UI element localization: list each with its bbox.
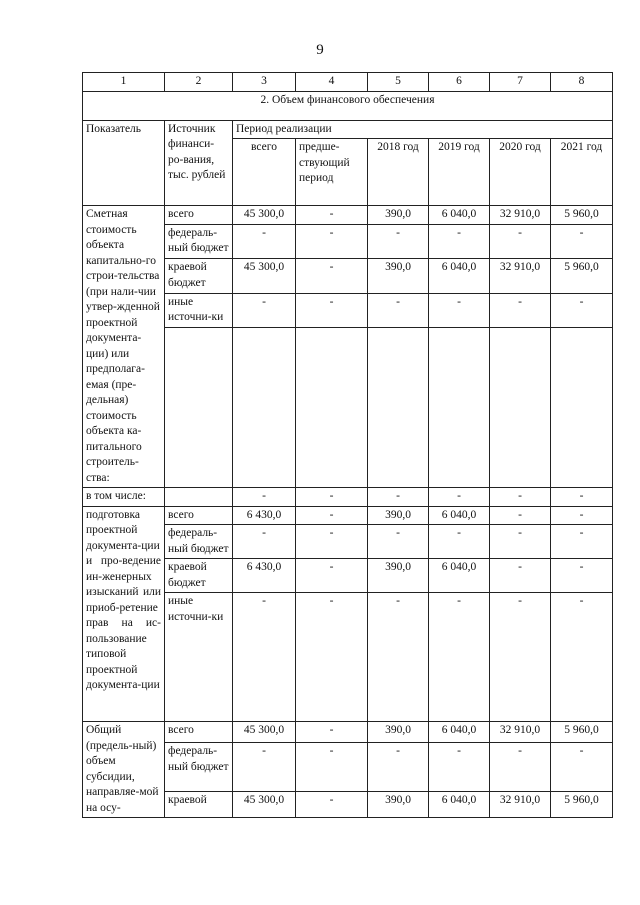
value-cell: 5 960,0: [551, 722, 613, 743]
value-cell: 32 910,0: [490, 259, 551, 293]
value-cell: 32 910,0: [490, 791, 551, 817]
value-cell: -: [551, 224, 613, 258]
empty-cell: [429, 328, 490, 488]
empty-cell: [296, 328, 368, 488]
value-cell: -: [490, 559, 551, 593]
value-cell: -: [490, 224, 551, 258]
value-cell: -: [429, 743, 490, 792]
value-cell: -: [296, 506, 368, 525]
value-cell: 6 040,0: [429, 506, 490, 525]
value-cell: -: [233, 743, 296, 792]
header-year: 2021 год: [551, 139, 613, 206]
source-cell: федераль-ный бюджет: [165, 743, 233, 792]
source-cell: федераль-ный бюджет: [165, 224, 233, 258]
header-year: 2018 год: [368, 139, 429, 206]
table-row: [83, 722, 613, 743]
section-title-row: [83, 91, 613, 120]
value-cell: -: [296, 293, 368, 327]
value-cell: -: [296, 559, 368, 593]
column-number: 2: [165, 73, 233, 92]
header-period: Период реализации: [233, 120, 613, 139]
value-cell: -: [296, 206, 368, 225]
header-year: 2019 год: [429, 139, 490, 206]
value-cell: -: [233, 488, 296, 507]
value-cell: 6 040,0: [429, 559, 490, 593]
source-cell: всего: [165, 506, 233, 525]
value-cell: 45 300,0: [233, 791, 296, 817]
value-cell: 6 430,0: [233, 559, 296, 593]
value-cell: -: [490, 488, 551, 507]
header-indicator: Показатель: [83, 120, 165, 206]
financing-table: [82, 72, 613, 818]
value-cell: -: [233, 293, 296, 327]
page-number: 9: [316, 42, 324, 58]
value-cell: -: [429, 224, 490, 258]
source-cell: [165, 488, 233, 507]
value-cell: -: [551, 506, 613, 525]
value-cell: -: [429, 593, 490, 722]
value-cell: -: [490, 506, 551, 525]
value-cell: -: [429, 293, 490, 327]
value-cell: -: [551, 488, 613, 507]
value-cell: 390,0: [368, 506, 429, 525]
value-cell: 390,0: [368, 559, 429, 593]
empty-cell: [551, 328, 613, 488]
table-row: [83, 488, 613, 507]
empty-cell: [233, 328, 296, 488]
empty-cell: [165, 328, 233, 488]
header-row-1: [83, 120, 613, 139]
source-cell: иные источни-ки: [165, 293, 233, 327]
empty-cell: [368, 328, 429, 488]
indicator-cell: подготовка проектной документа-ции и про-ведение ин-женерных изысканий или приоб-ретение прав на ис-пользование типовой проектной документа-ции: [83, 506, 165, 722]
value-cell: -: [551, 525, 613, 559]
source-cell: всего: [165, 722, 233, 743]
value-cell: -: [551, 559, 613, 593]
value-cell: -: [368, 525, 429, 559]
source-cell: краевой: [165, 791, 233, 817]
column-number: 3: [233, 73, 296, 92]
value-cell: -: [368, 488, 429, 507]
column-number-row: [83, 73, 613, 92]
column-number: 4: [296, 73, 368, 92]
value-cell: -: [551, 743, 613, 792]
value-cell: -: [233, 525, 296, 559]
value-cell: 32 910,0: [490, 206, 551, 225]
value-cell: 390,0: [368, 722, 429, 743]
value-cell: -: [490, 743, 551, 792]
value-cell: -: [368, 293, 429, 327]
section-title: 2. Объем финансового обеспечения: [83, 91, 613, 120]
indicator-cell: Сметная стоимость объекта капитально-го строи-тельства (при нали-чии утвер-жденной проектной документа-ции) или предполага-емая (пре-дельная) стоимость объекта ка-питального строитель-ства:: [83, 206, 165, 488]
header-year: 2020 год: [490, 139, 551, 206]
indicator-cell: Общий (предель-ный) объем субсидии, направляе-мой на осу-: [83, 722, 165, 818]
column-number: 1: [83, 73, 165, 92]
value-cell: -: [429, 525, 490, 559]
value-cell: -: [296, 259, 368, 293]
source-cell: федераль-ный бюджет: [165, 525, 233, 559]
value-cell: 45 300,0: [233, 722, 296, 743]
value-cell: 6 040,0: [429, 722, 490, 743]
table-row: [83, 506, 613, 525]
value-cell: 5 960,0: [551, 206, 613, 225]
value-cell: 45 300,0: [233, 259, 296, 293]
value-cell: -: [490, 293, 551, 327]
value-cell: -: [490, 525, 551, 559]
value-cell: 6 040,0: [429, 791, 490, 817]
column-number: 8: [551, 73, 613, 92]
source-cell: краевой бюджет: [165, 259, 233, 293]
value-cell: -: [233, 593, 296, 722]
value-cell: -: [296, 743, 368, 792]
indicator-cell: в том числе:: [83, 488, 165, 507]
value-cell: -: [429, 488, 490, 507]
value-cell: -: [296, 593, 368, 722]
header-previous: предше-ствующий период: [296, 139, 368, 206]
source-cell: всего: [165, 206, 233, 225]
value-cell: -: [296, 224, 368, 258]
source-cell: иные источни-ки: [165, 593, 233, 722]
source-cell: краевой бюджет: [165, 559, 233, 593]
column-number: 5: [368, 73, 429, 92]
value-cell: 6 430,0: [233, 506, 296, 525]
table-row: [83, 206, 613, 225]
value-cell: -: [296, 488, 368, 507]
value-cell: 45 300,0: [233, 206, 296, 225]
column-number: 6: [429, 73, 490, 92]
value-cell: -: [296, 791, 368, 817]
value-cell: 390,0: [368, 206, 429, 225]
column-number: 7: [490, 73, 551, 92]
value-cell: -: [368, 593, 429, 722]
value-cell: -: [296, 525, 368, 559]
value-cell: -: [551, 593, 613, 722]
value-cell: -: [551, 293, 613, 327]
value-cell: 390,0: [368, 259, 429, 293]
value-cell: 5 960,0: [551, 259, 613, 293]
value-cell: 6 040,0: [429, 259, 490, 293]
header-total: всего: [233, 139, 296, 206]
value-cell: 6 040,0: [429, 206, 490, 225]
value-cell: 390,0: [368, 791, 429, 817]
value-cell: -: [233, 224, 296, 258]
value-cell: -: [296, 722, 368, 743]
header-source: Источник финанси-ро-вания, тыс. рублей: [165, 120, 233, 206]
value-cell: -: [490, 593, 551, 722]
value-cell: 32 910,0: [490, 722, 551, 743]
empty-cell: [490, 328, 551, 488]
value-cell: -: [368, 224, 429, 258]
value-cell: -: [368, 743, 429, 792]
value-cell: 5 960,0: [551, 791, 613, 817]
